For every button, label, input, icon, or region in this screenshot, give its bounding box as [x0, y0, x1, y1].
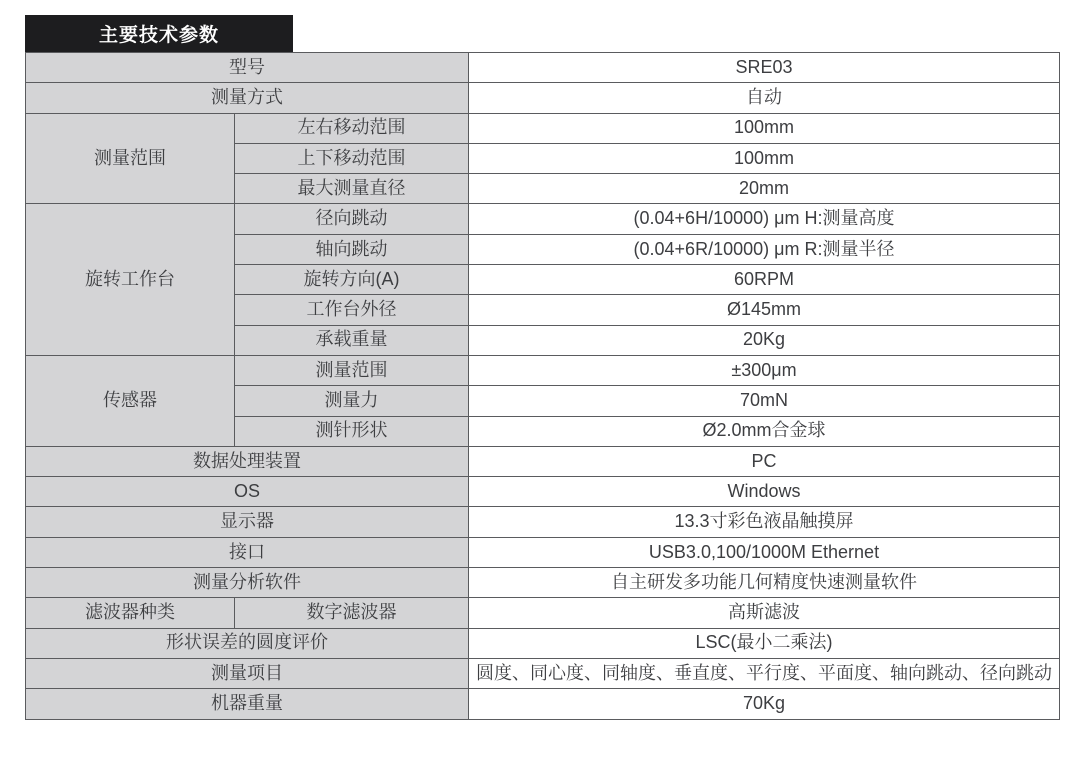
spec-value-cell: 100mm — [469, 143, 1060, 173]
spec-value-cell: 70Kg — [469, 689, 1060, 719]
spec-row — [26, 83, 1060, 113]
spec-label-cell: 形状误差的圆度评价 — [26, 628, 469, 658]
spec-group-cell: 传感器 — [26, 355, 235, 446]
spec-label-cell: 接口 — [26, 537, 469, 567]
spec-label-cell: 承载重量 — [235, 325, 469, 355]
spec-row — [26, 204, 1060, 234]
spec-label-cell: OS — [26, 477, 469, 507]
spec-row — [26, 113, 1060, 143]
spec-row — [26, 537, 1060, 567]
spec-row — [26, 53, 1060, 83]
spec-label-cell: 测量力 — [235, 386, 469, 416]
spec-label-cell: 数字滤波器 — [235, 598, 469, 628]
spec-value-cell: 13.3寸彩色液晶触摸屏 — [469, 507, 1060, 537]
spec-value-cell: PC — [469, 446, 1060, 476]
spec-row — [26, 598, 1060, 628]
spec-table-body — [26, 53, 1060, 720]
spec-label-cell: 测量分析软件 — [26, 568, 469, 598]
spec-value-cell: 自动 — [469, 83, 1060, 113]
spec-value-cell: USB3.0,100/1000M Ethernet — [469, 537, 1060, 567]
spec-label-cell: 工作台外径 — [235, 295, 469, 325]
spec-row — [26, 355, 1060, 385]
spec-value-cell: ±300μm — [469, 355, 1060, 385]
spec-row — [26, 658, 1060, 688]
spec-group-cell: 测量范围 — [26, 113, 235, 204]
spec-label-cell: 显示器 — [26, 507, 469, 537]
spec-label-cell: 数据处理装置 — [26, 446, 469, 476]
spec-label-cell: 左右移动范围 — [235, 113, 469, 143]
spec-value-cell: SRE03 — [469, 53, 1060, 83]
spec-group-cell: 滤波器种类 — [26, 598, 235, 628]
spec-value-cell: (0.04+6H/10000) μm H:测量高度 — [469, 204, 1060, 234]
spec-row — [26, 628, 1060, 658]
section-title-tab — [25, 15, 293, 52]
spec-value-cell: Ø145mm — [469, 295, 1060, 325]
spec-label-cell: 测量项目 — [26, 658, 469, 688]
spec-value-cell: 100mm — [469, 113, 1060, 143]
spec-value-cell: 20Kg — [469, 325, 1060, 355]
spec-value-cell: 20mm — [469, 174, 1060, 204]
spec-row — [26, 568, 1060, 598]
spec-value-cell: Ø2.0mm合金球 — [469, 416, 1060, 446]
spec-value-cell: 自主研发多功能几何精度快速测量软件 — [469, 568, 1060, 598]
spec-label-cell: 旋转方向(A) — [235, 265, 469, 295]
section-title: 主要技术参数 — [98, 25, 219, 46]
spec-group-cell: 旋转工作台 — [26, 204, 235, 355]
spec-label-cell: 测量方式 — [26, 83, 469, 113]
spec-row — [26, 507, 1060, 537]
spec-label-cell: 最大测量直径 — [235, 174, 469, 204]
spec-value-cell: (0.04+6R/10000) μm R:测量半径 — [469, 234, 1060, 264]
spec-table — [25, 52, 1060, 720]
spec-row — [26, 477, 1060, 507]
spec-label-cell: 轴向跳动 — [235, 234, 469, 264]
spec-value-cell: 圆度、同心度、同轴度、垂直度、平行度、平面度、轴向跳动、径向跳动 — [469, 658, 1060, 688]
spec-value-cell: LSC(最小二乘法) — [469, 628, 1060, 658]
spec-label-cell: 测针形状 — [235, 416, 469, 446]
spec-label-cell: 径向跳动 — [235, 204, 469, 234]
spec-label-cell: 上下移动范围 — [235, 143, 469, 173]
spec-label-cell: 机器重量 — [26, 689, 469, 719]
spec-label-cell: 测量范围 — [235, 355, 469, 385]
spec-row — [26, 689, 1060, 719]
spec-value-cell: Windows — [469, 477, 1060, 507]
spec-value-cell: 60RPM — [469, 265, 1060, 295]
spec-value-cell: 高斯滤波 — [469, 598, 1060, 628]
spec-label-cell: 型号 — [26, 53, 469, 83]
spec-value-cell: 70mN — [469, 386, 1060, 416]
spec-row — [26, 446, 1060, 476]
